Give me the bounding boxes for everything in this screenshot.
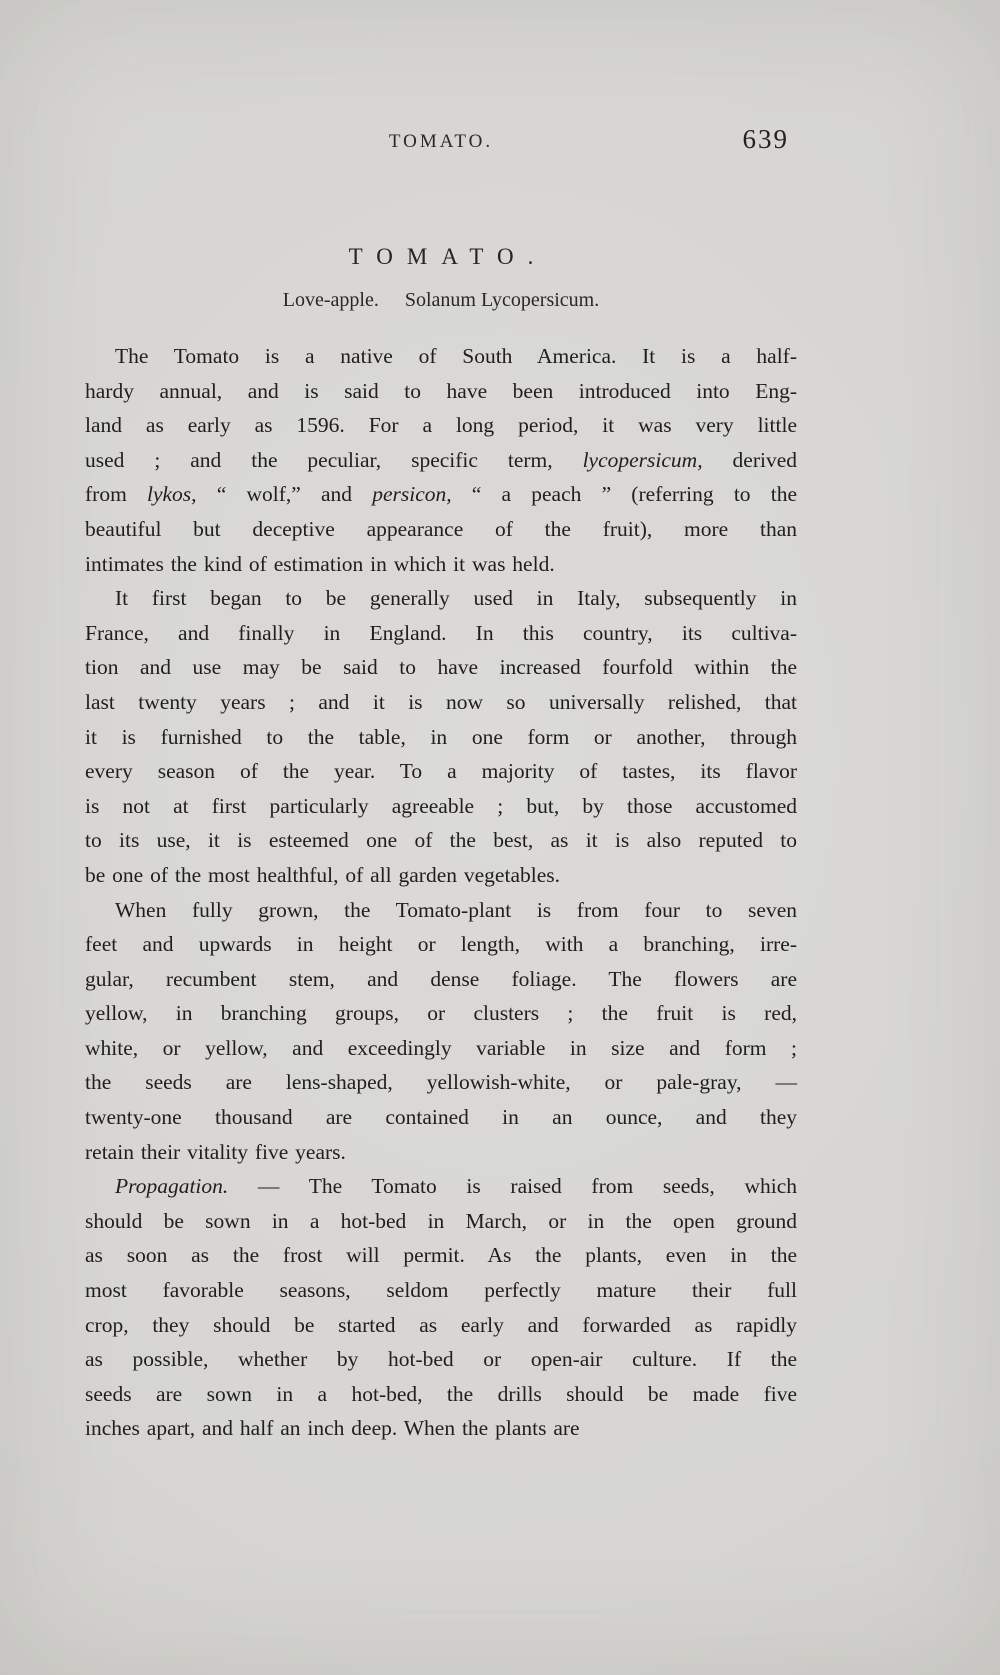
text-line: it is furnished to the table, in one form or another, through (85, 724, 797, 749)
text-line: gular, recumbent stem, and dense foliage. The flowers are (85, 966, 797, 991)
text-line: beautiful but deceptive appearance of the fruit), more than (85, 516, 797, 541)
text-line: should be sown in a hot-bed in March, or in the open ground (85, 1208, 797, 1233)
subtitle-latin-name: Solanum Lycopersicum. (404, 289, 600, 311)
text-line: yellow, in branching groups, or clusters ; the fruit is red, (85, 1001, 797, 1026)
text-line: France, and finally in England. In this country, its cultiva- (85, 620, 797, 645)
text-line: intimates the kind of estimation in which it was held. (85, 551, 555, 576)
text-line: from lykos, “ wolf,” and persicon, “ a peach ” (referring to the (85, 482, 798, 507)
text-line: every season of the year. To a majority of tastes, its flavor (85, 759, 797, 784)
text-line: is not at first particularly agreeable ; but, by those accustomed (85, 793, 797, 818)
text-line: The Tomato is a native of South America. It is a half- (115, 344, 797, 368)
text-line: as soon as the frost will permit. As the plants, even in the (85, 1243, 797, 1268)
subtitle (85, 289, 797, 312)
page-header (85, 124, 797, 158)
paragraph (85, 581, 797, 892)
text-line: crop, they should be started as early and forwarded as rapidly (85, 1312, 797, 1337)
text-line: It first began to be generally used in Italy, subsequently in (115, 586, 797, 611)
paragraph (85, 893, 797, 1170)
text-line: tion and use may be said to have increased fourfold within the (85, 655, 797, 680)
text-line: feet and upwards in height or length, with a branching, irre- (85, 932, 797, 957)
text-line: be one of the most healthful, of all garden vegetables. (85, 862, 560, 887)
text-line: white, or yellow, and exceedingly variable in size and form ; (85, 1035, 797, 1060)
paragraph (85, 339, 797, 581)
text-line: most favorable seasons, seldom perfectly mature their full (85, 1278, 797, 1303)
text-line: inches apart, and half an inch deep. When the plants are (85, 1416, 580, 1441)
text-line: to its use, it is esteemed one of the best, as it is also reputed to (85, 828, 797, 853)
text-line: last twenty years ; and it is now so universally relished, that (85, 689, 797, 714)
text-line: seeds are sown in a hot-bed, the drills should be made five (85, 1381, 797, 1406)
text-line: land as early as 1596. For a long period, it was very little (85, 413, 797, 438)
paragraph (85, 1169, 797, 1446)
chapter-title: TOMATO. (348, 244, 548, 269)
text-line: twenty-one thousand are contained in an ounce, and they (85, 1105, 797, 1130)
text-line: retain their vitality five years. (85, 1139, 346, 1164)
text-line: When fully grown, the Tomato-plant is from four to seven (115, 897, 797, 922)
page-number: 639 (742, 124, 789, 154)
text-line: the seeds are lens-shaped, yellowish-white, or pale-gray, — (85, 1070, 797, 1095)
text-line: as possible, whether by hot-bed or open-air culture. If the (85, 1347, 797, 1372)
running-head: TOMATO. (388, 131, 494, 152)
subtitle-common-name: Love-apple. (282, 289, 379, 311)
text-line: Propagation. — The Tomato is raised from seeds, which (115, 1174, 797, 1199)
page-content (85, 0, 797, 1446)
text-line: hardy annual, and is said to have been introduced into Eng- (85, 378, 797, 403)
text-body (85, 339, 797, 1446)
text-line: used ; and the peculiar, specific term, lycopersicum, derived (85, 447, 797, 472)
